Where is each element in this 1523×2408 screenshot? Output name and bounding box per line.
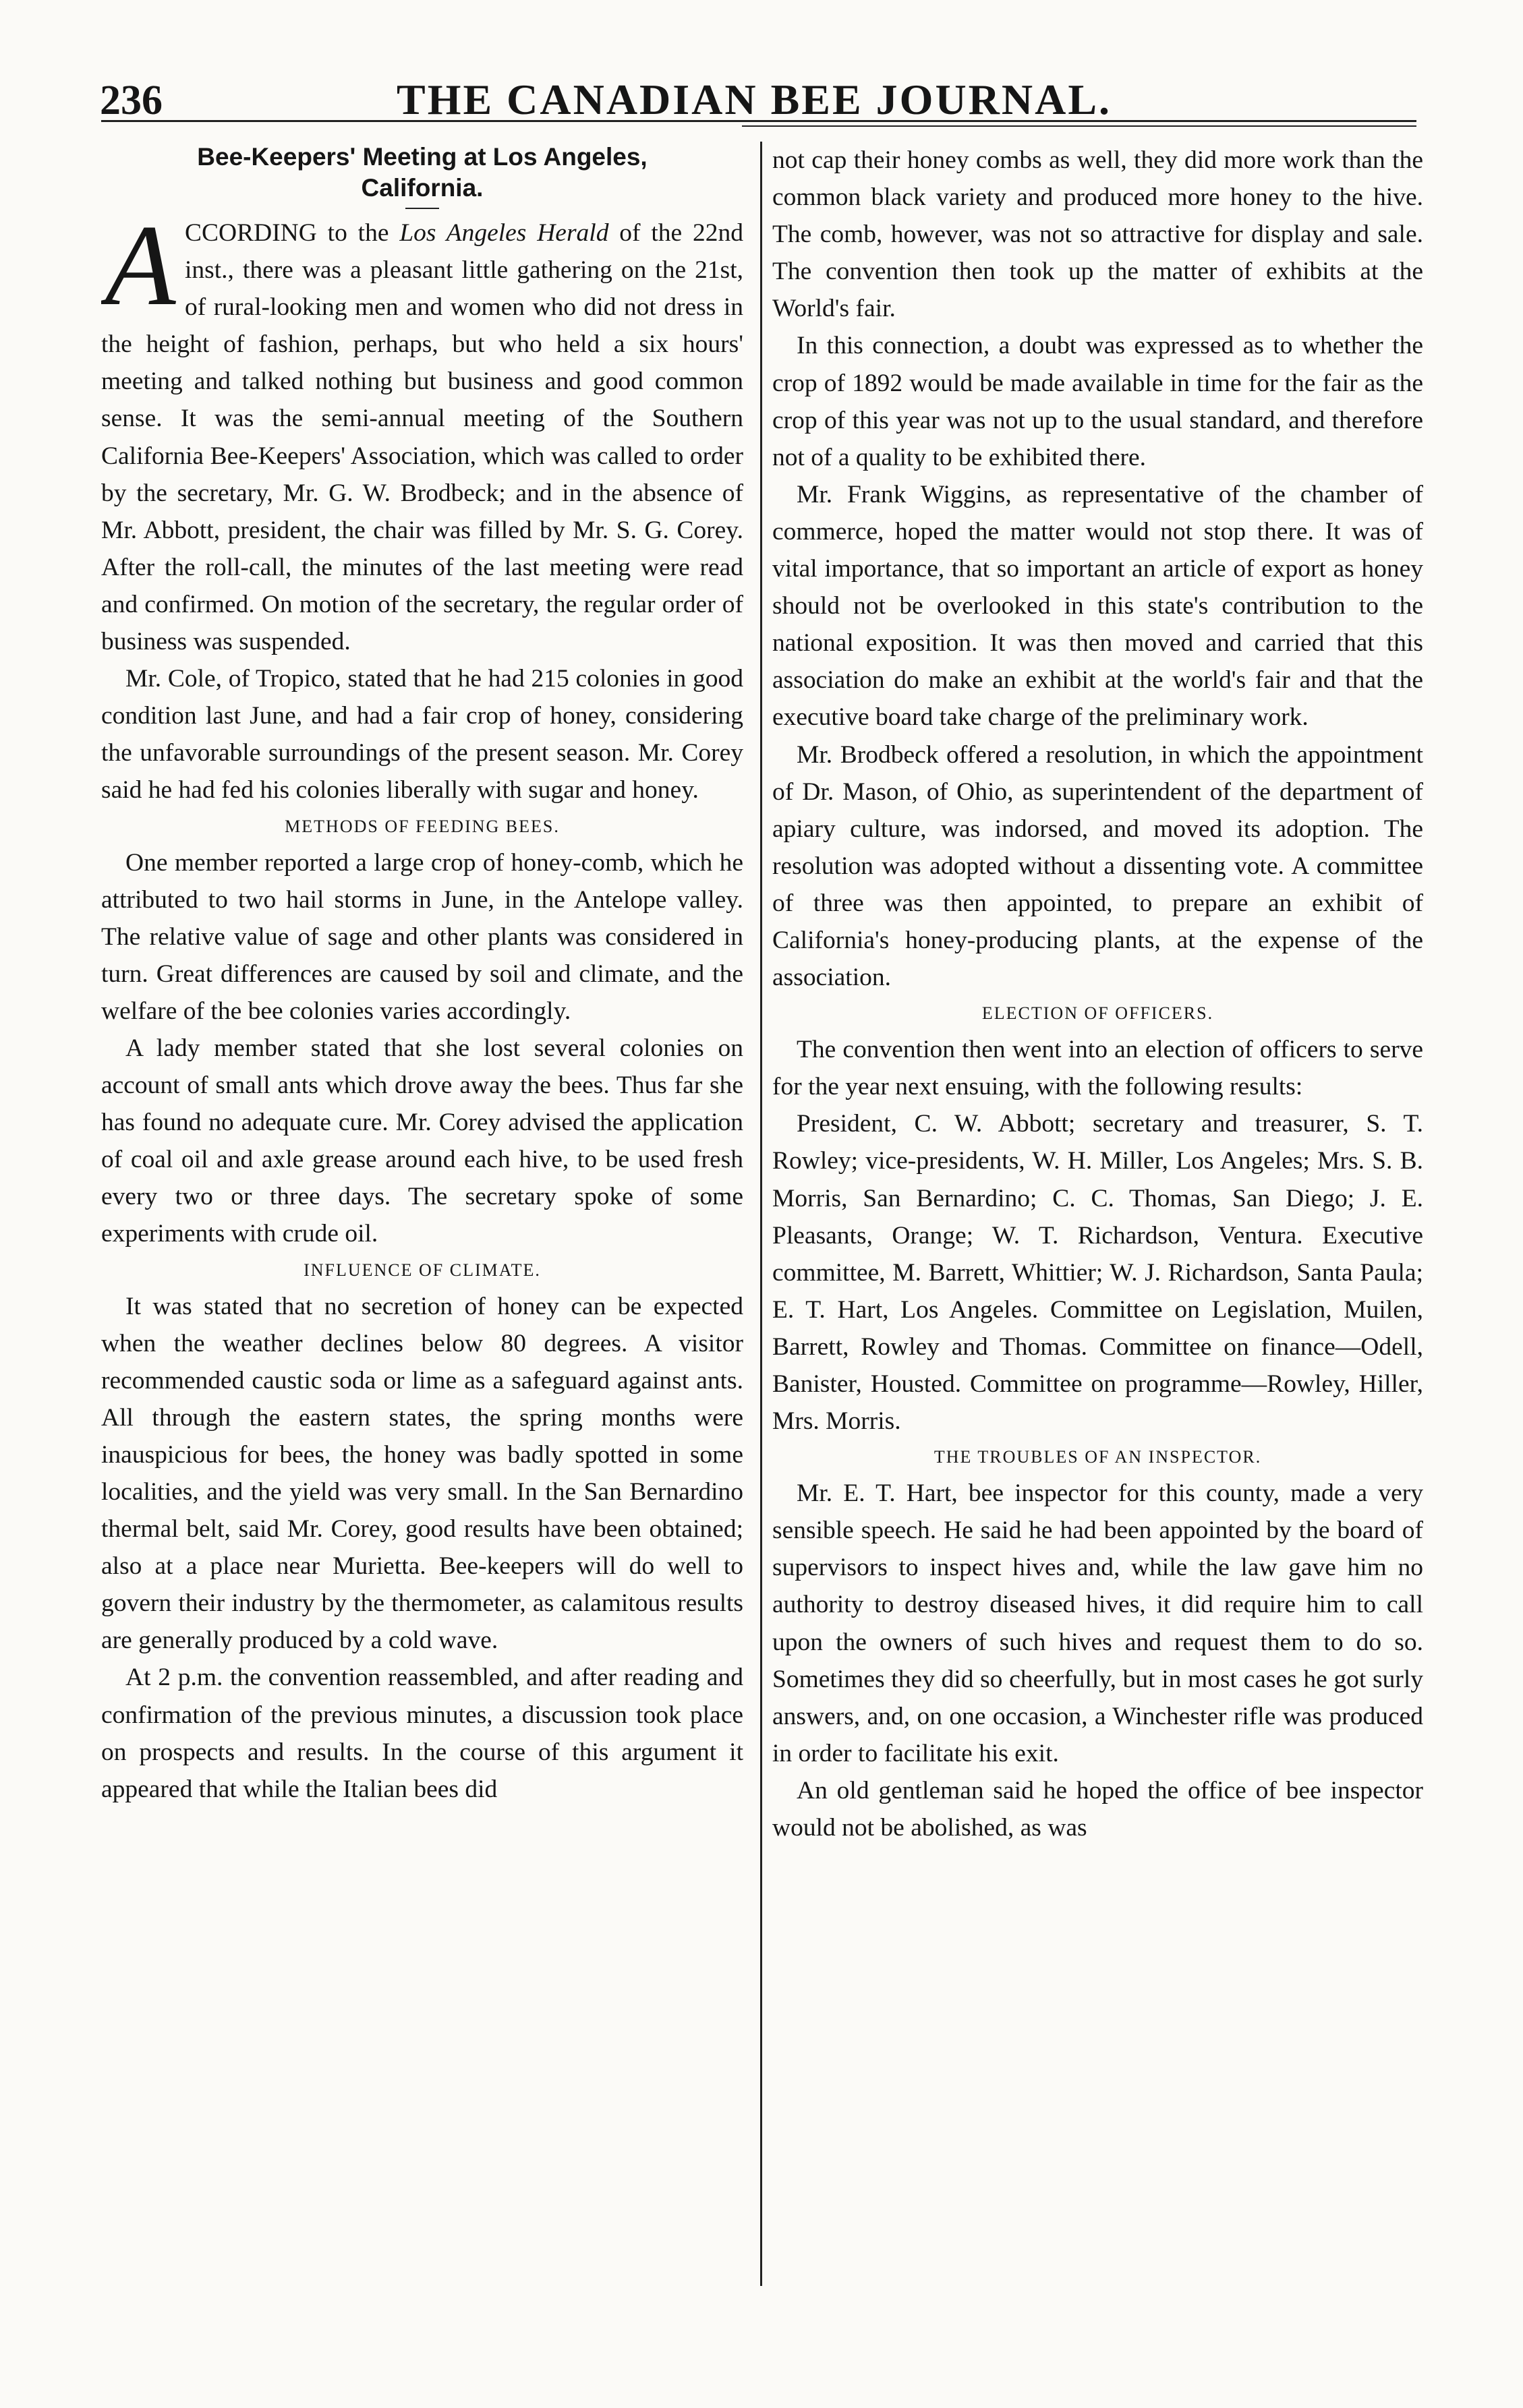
newspaper-name: Los Angeles Herald	[399, 219, 609, 247]
paragraph-opening	[101, 202, 743, 660]
paragraph-crop-doubt: In this connection, a doubt was expressed as to whether the crop of 1892 would be made available in time for the fair as the crop of this year was not up to the usual standard, and therefore not of a quality to be exhibited there.	[772, 332, 1423, 471]
paragraph-continued: not cap their honey combs as well, they did more work than the common black variety and produced more honey to the hive. The comb, however, was not so attractive for display and sale. The convention then took up the matter of exhibits at the World's fair.	[772, 146, 1423, 323]
article-title-line-2: California.	[361, 174, 484, 202]
column-divider	[760, 142, 762, 2286]
paragraph-climate: It was stated that no secretion of honey can be expected when the weather declines below 80 degrees. A visitor recommended caustic soda or lime as a safeguard against ants. All through the eastern states, the spring months were inauspicious for bees, the honey was badly spotted in some localities, and the yield was very small. In the San Bernardino thermal belt, said Mr. Corey, good results have been obtained; also at a place near Murietta. Bee-keepers will do well to govern their industry by the thermometer, as calamitous results are generally produced by a cold wave.	[101, 1292, 743, 1655]
header-rule	[101, 120, 1416, 122]
page-header	[100, 59, 1415, 121]
title-rule	[405, 208, 439, 209]
paragraph-election: The convention then went into an election of officers to serve for the year next ensuing, with the following results:	[772, 1036, 1423, 1101]
opening-text-rest: of the 22nd inst., there was a pleasant little gathering on the 21st, of rural-looking men and women who did not dress in the height of fashion, perhaps, but who held a six hours' meeting and talked nothing but business and good common sense. It was the semi-annual meeting of the Southern California Bee-Keepers' Association, which was called to order by the secretary, Mr. G. W. Brodbeck; and in the absence of Mr. Abbott, president, the chair was filled by Mr. S. G. Corey. After the roll-call, the minutes of the last meeting were read and confirmed. On motion of the secretary, the regular order of business was suspended.	[101, 219, 743, 656]
journal-title: THE CANADIAN BEE JOURNAL.	[397, 76, 1112, 123]
header-rule-secondary	[742, 125, 1416, 127]
paragraph-old-gentleman: An old gentleman said he hoped the office of bee inspector would not be abolished, as was	[772, 1776, 1423, 1842]
paragraph-ants: A lady member stated that she lost several colonies on account of small ants which drove away the bees. Thus far she has found no adequate cure. Mr. Corey advised the application of coal oil and axle grease around each hive, to be used fresh every two or three days. The secretary spoke of some experiments with crude oil.	[101, 1034, 743, 1248]
section-heading-climate: INFLUENCE OF CLIMATE.	[304, 1260, 541, 1280]
drop-cap: A	[105, 202, 176, 330]
paragraph-hart: Mr. E. T. Hart, bee inspector for this county, made a very sensible speech. He said he had been appointed by the board of supervisors to inspect hives and, while the law gave him no authority to destroy diseased hives, it did require him to call upon the owners of such hives and request them to do so. Sometimes they did so cheerfully, but in most cases he got surly answers, and, on one occasion, a Winchester rifle was produced in order to facilitate his exit.	[772, 1479, 1423, 1767]
left-column	[101, 142, 743, 2320]
opening-text: CCORDING to the	[185, 219, 400, 247]
section-heading-inspector: THE TROUBLES OF AN INSPECTOR.	[933, 1447, 1262, 1467]
section-heading-election: ELECTION OF OFFICERS.	[981, 1003, 1214, 1024]
paragraph-officers: President, C. W. Abbott; secretary and treasurer, S. T. Rowley; vice-presidents, W. H. Miller, Los Angeles; Mrs. S. B. Morris, San Bernardino; C. C. Thomas, San Diego; J. E. Pleasants, Orange; W. T. Richardson, Ventura. Executive committee, M. Barrett, Whittier; W. J. Richardson, Santa Paula; E. T. Hart, Los Angeles. Committee on Legislation, Muilen, Barrett, Rowley and Thomas. Committee on finance—Odell, Banister, Housted. Committee on programme—Rowley, Hiller, Mrs. Morris.	[772, 1110, 1423, 1436]
article-title	[101, 142, 743, 204]
paragraph-reassembled: At 2 p.m. the convention reassembled, and after reading and confirmation of the previous minutes, a discussion took place on prospects and results. In the course of this argument it appeared that while the Italian bees did	[101, 1664, 743, 1803]
section-heading-feeding: METHODS OF FEEDING BEES.	[285, 816, 560, 836]
paragraph-wiggins: Mr. Frank Wiggins, as representative of the chamber of commerce, hoped the matter would not stop there. It was of vital importance, that so important an article of export as honey should not be overlooked in this state's contribution to the national exposition. It was then moved and carried that this association do make an exhibit at the world's fair and that the executive board take charge of the preliminary work.	[772, 480, 1423, 732]
paragraph-resolution: Mr. Brodbeck offered a resolution, in which the appointment of Dr. Mason, of Ohio, as superintendent of the department of apiary culture, was indorsed, and moved its adoption. The resolution was adopted without a dissenting vote. A committee of three was then appointed, to prepare an exhibit of California's honey-producing plants, at the expense of the association.	[772, 740, 1423, 992]
article-title-line-1: Bee-Keepers' Meeting at Los Angeles,	[197, 143, 648, 171]
right-column	[772, 142, 1423, 2320]
page-number: 236	[100, 78, 163, 123]
paragraph-cole: Mr. Cole, of Tropico, stated that he had 215 colonies in good condition last June, and had a fair crop of honey, considering the unfavorable surroundings of the present season. Mr. Corey said he had fed his colonies liberally with sugar and honey.	[101, 665, 743, 804]
paragraph-honeycomb: One member reported a large crop of honey-comb, which he attributed to two hail storms in June, in the Antelope valley. The relative value of sage and other plants was considered in turn. Great differences are caused by soil and climate, and the welfare of the bee colonies varies accordingly.	[101, 848, 743, 1025]
